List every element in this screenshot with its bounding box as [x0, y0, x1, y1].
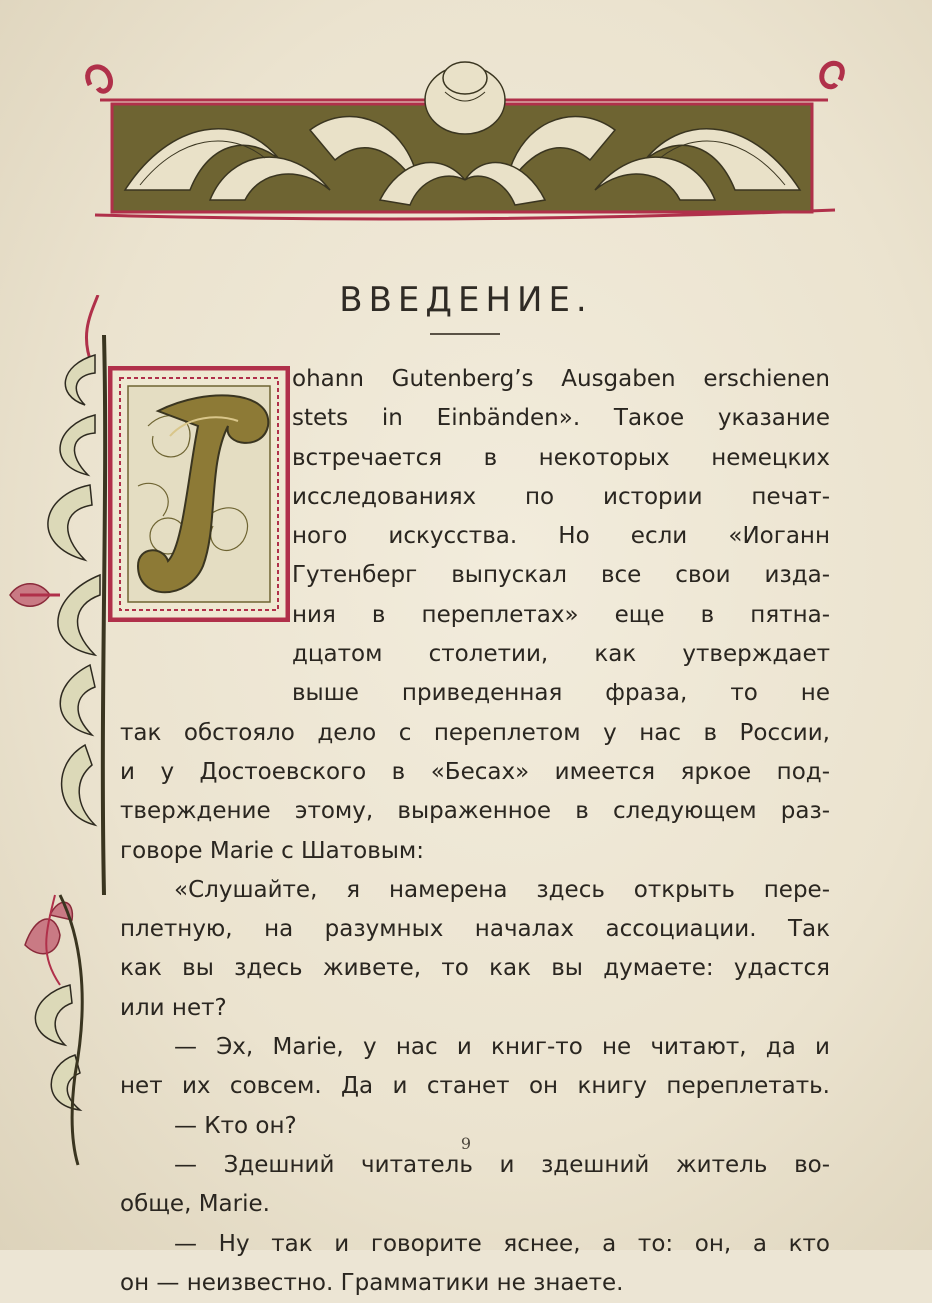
text-line: тверждение этому, выраженное в следующем раз- — [120, 798, 830, 825]
text-line: или нет? — [120, 994, 227, 1021]
text-line: исследованиях по истории печат- — [292, 483, 830, 510]
text-line: обще, Marie. — [120, 1191, 270, 1218]
text-line: ния в переплетах» еще в пятна- — [292, 601, 830, 628]
text-line: он — неизвестно. Грамматики не знаете. — [120, 1269, 624, 1296]
text-line: как вы здесь живете, то как вы думаете: удастся — [120, 955, 830, 982]
text-line: — Ну так и говорите яснее, а то: он, а кто — [174, 1230, 830, 1257]
title-divider — [430, 333, 500, 335]
text-line: — Кто он? — [174, 1112, 297, 1139]
text-line: stets in Einbänden». Такое указание — [292, 405, 830, 432]
text-line: так обстояло дело с переплетом у нас в России, — [120, 719, 830, 746]
floral-headpiece-icon — [80, 40, 850, 240]
text-line: ного искусства. Но если «Иоганн — [292, 523, 830, 550]
text-line: встречается в некоторых немецких — [292, 444, 830, 471]
text-line: и у Достоевского в «Бесах» имеется яркое под- — [120, 758, 830, 785]
text-line: плетную, на разумных началах ассоциации. Так — [120, 916, 830, 943]
text-line: дцатом столетии, как утверждает — [292, 641, 830, 668]
text-line: «Слушайте, я намерена здесь открыть пере- — [174, 876, 830, 903]
floral-side-border-icon — [0, 295, 120, 1175]
text-line: — Эх, Marie, у нас и книг-то не читают, да и — [174, 1034, 830, 1061]
chapter-title: ВВЕДЕНИЕ. — [339, 280, 593, 320]
text-line: говоре Marie с Шатовым: — [120, 837, 425, 864]
text-line: нет их совсем. Да и станет он книгу переплетать. — [120, 1073, 830, 1100]
text-line: ohann Gutenberg’s Ausgaben erschienen — [292, 366, 830, 392]
text-line: Гутенберг выпускал все свои изда- — [292, 562, 830, 589]
page-number: 9 — [460, 1134, 472, 1153]
text-line: — Здешний читатель и здешний житель во- — [174, 1151, 830, 1178]
body-text — [120, 360, 830, 1303]
text-line: выше приведенная фраза, то не — [292, 680, 830, 707]
